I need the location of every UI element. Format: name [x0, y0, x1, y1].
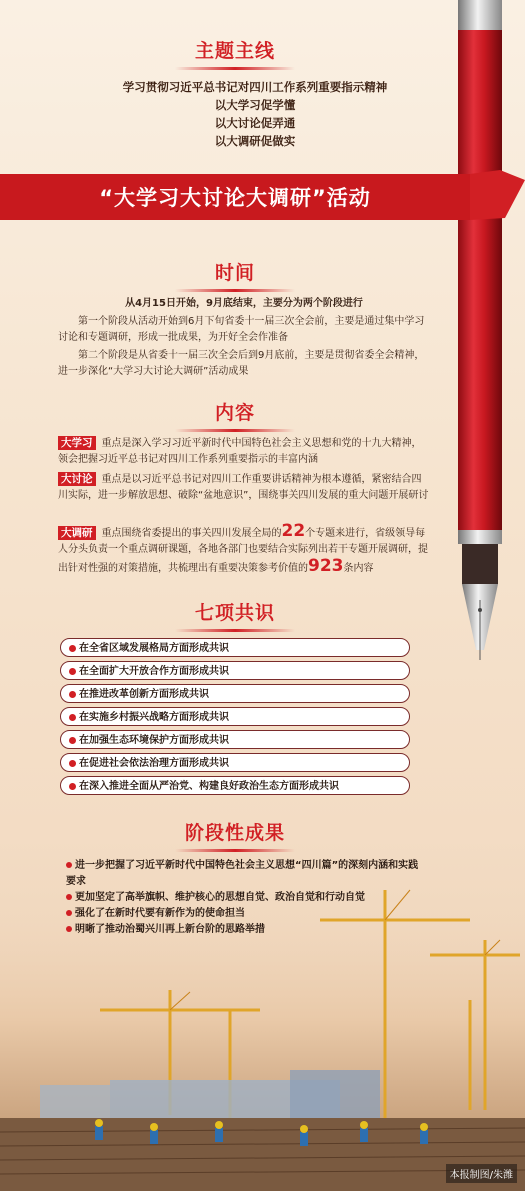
research-text-b: 个专题来进行，省级领导每人分头负责一个重点调研课题，各地各部门也要结合实际列出若干专题开展调研，提出针对性强的对策措施，共梳理出有重要决策参考价值的 [58, 528, 428, 574]
consensus-item: 在促进社会依法治理方面形成共识 [60, 753, 410, 772]
bullet-icon [69, 714, 76, 721]
banner-title: “大学习大讨论大调研”活动 [99, 186, 371, 210]
research-topic-count: 22 [281, 521, 306, 541]
bullet-icon [69, 691, 76, 698]
image-credit: 本报制图/朱潍 [446, 1164, 517, 1183]
study-text: 重点是深入学习习近平新时代中国特色社会主义思想和党的十九大精神，领会把握习近平总书记对四川工作系列重要指示的丰富内涵 [58, 438, 422, 465]
content-study [58, 436, 430, 468]
bullet-icon [66, 894, 72, 900]
time-summary: 从4月15日开始，9月底结束，主要分为两个阶段进行 [125, 298, 363, 309]
theme-line: 以大调研促做实 [214, 134, 296, 148]
bullet-icon [69, 668, 76, 675]
consensus-item: 在全省区域发展格局方面形成共识 [60, 638, 410, 657]
results-heading: 阶段性成果 [0, 818, 470, 852]
bullet-icon [66, 910, 72, 916]
result-item: 更加坚定了高举旗帜、维护核心的思想自觉、政治自觉和行动自觉 [66, 890, 426, 906]
discussion-text: 重点是以习近平总书记对四川工作重要讲话精神为根本遵循，紧密结合四川实际，进一步解放思想、破除“盆地意识”，围绕事关四川发展的重大问题开展研讨 [58, 474, 429, 501]
seven-heading: 七项共识 [0, 598, 470, 632]
bullet-icon [69, 645, 76, 652]
theme-heading: 主题主线 [0, 36, 470, 70]
bullet-icon [66, 862, 72, 868]
result-item: 强化了在新时代要有新作为的使命担当 [66, 906, 426, 922]
content-discussion [58, 472, 430, 504]
result-item: 明晰了推动治蜀兴川再上新台阶的思路举措 [66, 922, 426, 938]
theme-line: 以大讨论促弄通 [214, 116, 296, 130]
consensus-item: 在全面扩大开放合作方面形成共识 [60, 661, 410, 680]
theme-line: 学习贯彻习近平总书记对四川工作系列重要指示精神 [122, 80, 388, 94]
time-stage-2: 第二个阶段是从省委十一届三次全会后到9月底前，主要是贯彻省委全会精神，进一步深化“大学习大讨论大调研”活动成果 [58, 350, 425, 377]
bullet-icon [66, 926, 72, 932]
research-text-c: 条内容 [343, 563, 374, 574]
content-heading: 内容 [0, 398, 470, 432]
consensus-item: 在推进改革创新方面形成共识 [60, 684, 410, 703]
consensus-item: 在深入推进全面从严治党、构建良好政治生态方面形成共识 [60, 776, 410, 795]
consensus-item: 在实施乡村振兴战略方面形成共识 [60, 707, 410, 726]
bullet-icon [69, 760, 76, 767]
content-research [58, 523, 430, 577]
research-text-a: 重点围绕省委提出的事关四川发展全局的 [101, 528, 282, 539]
time-heading: 时间 [0, 258, 470, 292]
fountain-pen-illustration [440, 0, 520, 680]
time-stage-1: 第一个阶段从活动开始到6月下旬省委十一届三次全会前，主要是通过集中学习讨论和专题调研，形成一批成果，为开好全会作准备 [58, 316, 425, 343]
consensus-item: 在加强生态环境保护方面形成共识 [60, 730, 410, 749]
research-item-count: 923 [308, 556, 344, 576]
theme-lines [60, 78, 450, 150]
bullet-icon [69, 783, 76, 790]
result-item: 进一步把握了习近平新时代中国特色社会主义思想“四川篇”的深刻内涵和实践要求 [66, 860, 419, 887]
bullet-icon [69, 737, 76, 744]
research-tag: 大调研 [58, 526, 96, 540]
discussion-tag: 大讨论 [58, 472, 96, 486]
study-tag: 大学习 [58, 436, 96, 450]
theme-line: 以大学习促学懂 [214, 98, 296, 112]
